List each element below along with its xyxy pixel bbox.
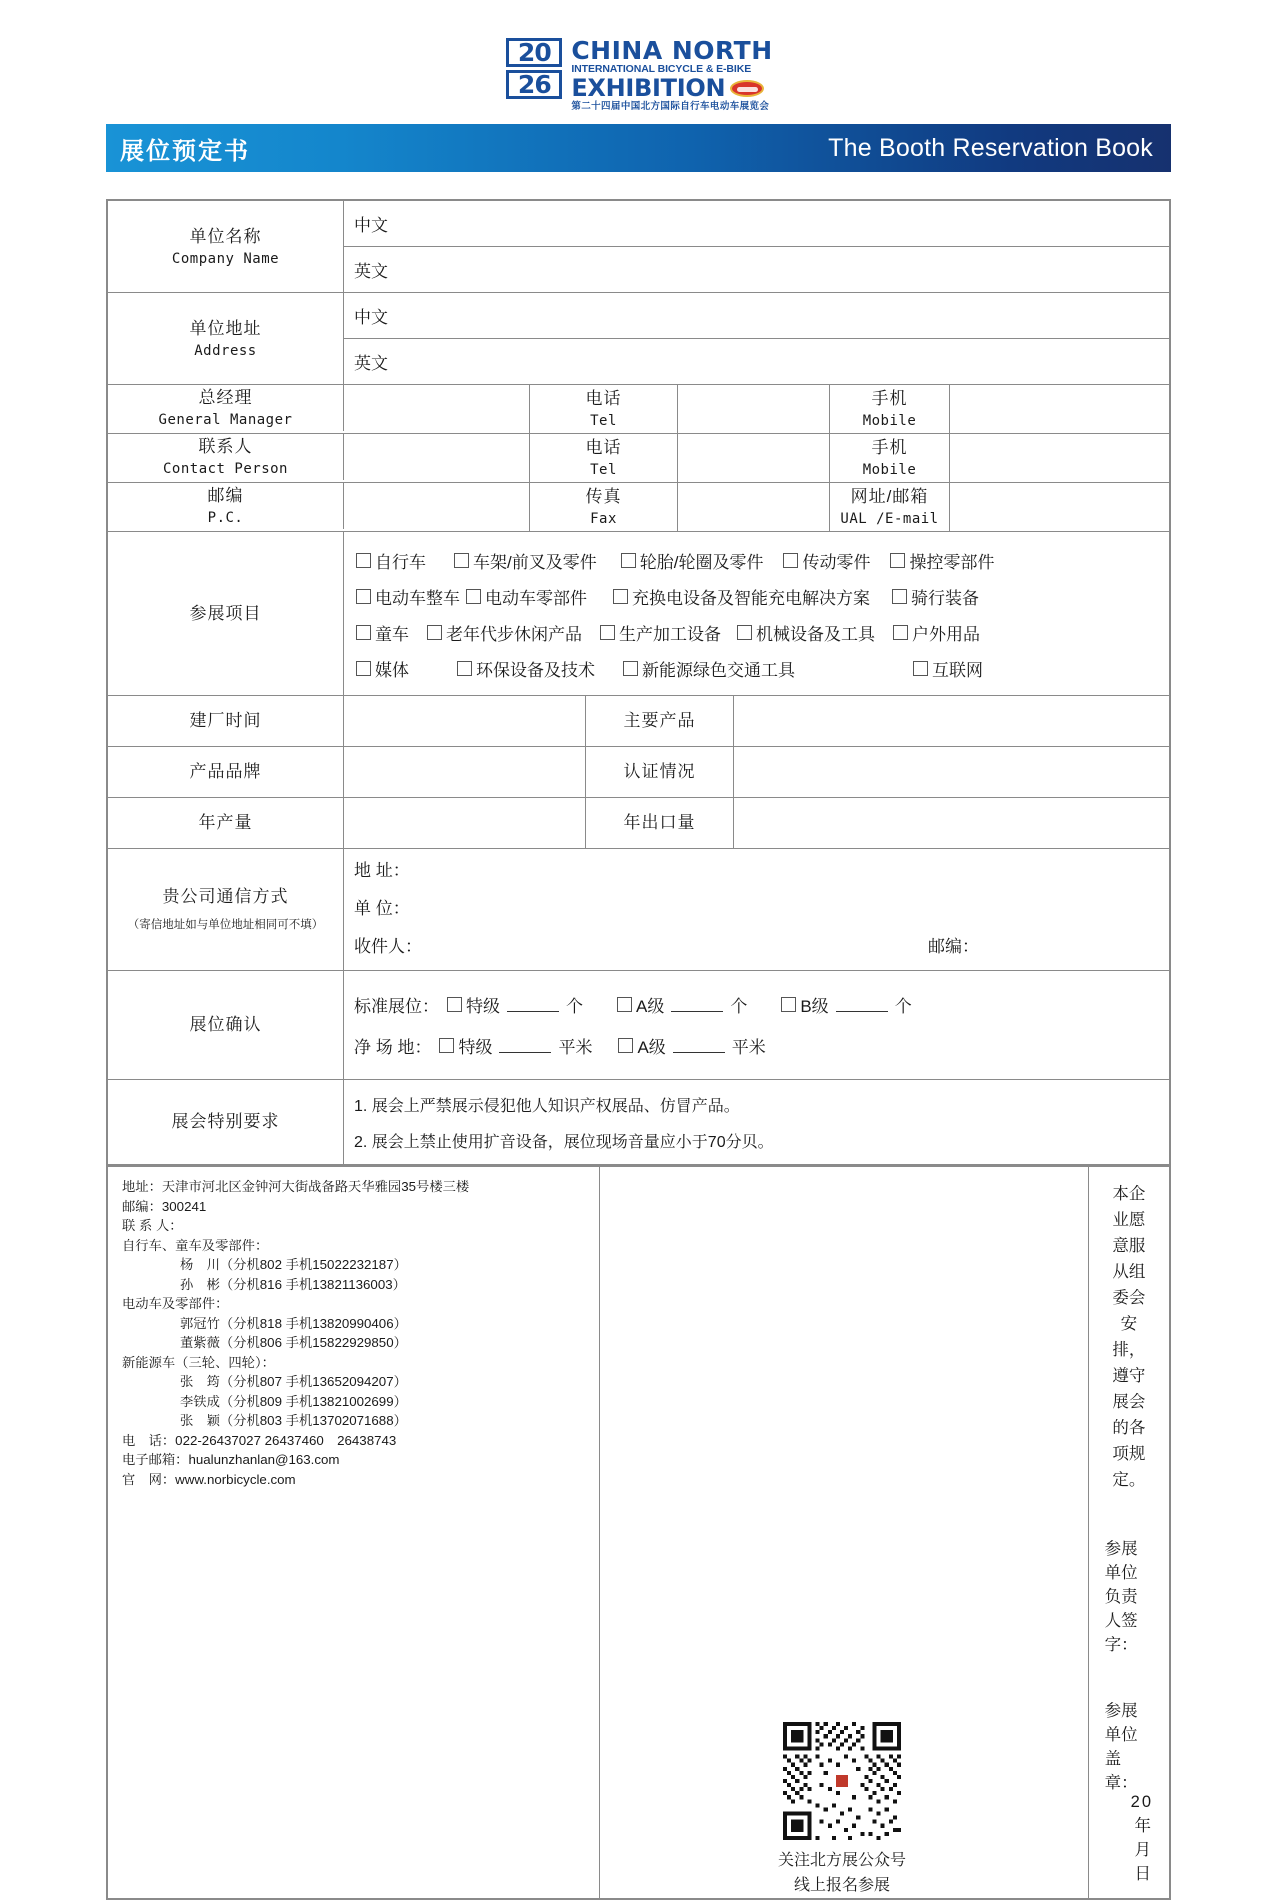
- label-cp-mobile-cn: 手机: [871, 438, 908, 457]
- checkbox-icon[interactable]: [447, 997, 462, 1012]
- label-gm-tel-en: Tel: [590, 413, 617, 429]
- exhibit-row-4: [356, 656, 1157, 681]
- row-address: [108, 293, 1169, 385]
- exhibition-logo: [0, 38, 1279, 113]
- label-general-manager-en: General Manager: [158, 412, 293, 428]
- label-booth-confirmation-cn: 展位确认: [189, 1015, 262, 1034]
- label-product-brand-cn: 产品品牌: [189, 762, 262, 781]
- input-blank[interactable]: [671, 997, 723, 1012]
- label-url-email: [830, 483, 950, 531]
- label-exhibit-items-cn: 参展项目: [189, 603, 262, 623]
- contact-group-title: 自行车、童车及零部件：: [122, 1237, 269, 1253]
- checkbox-icon[interactable]: [356, 661, 371, 676]
- agreement-line1: 本企业愿意服从组委会安排，: [1112, 1185, 1146, 1359]
- input-product-brand[interactable]: [344, 747, 586, 797]
- checkbox-label: 互联网: [932, 661, 983, 680]
- label-address: [108, 293, 344, 384]
- input-annual-export[interactable]: [734, 798, 1169, 848]
- input-comm-postcode[interactable]: 邮编：: [928, 936, 979, 956]
- organizer-website: 官 网：www.norbicycle.com: [122, 1471, 296, 1487]
- label-gm-tel-cn: 电话: [585, 389, 622, 408]
- checkbox-label: 特级: [458, 1038, 493, 1057]
- input-certification[interactable]: [734, 747, 1169, 797]
- checkbox-label: 操控零部件: [909, 553, 995, 572]
- label-postcode-cn: 邮编: [207, 486, 244, 505]
- contact-person-entry: 李铁成（分机809 手机13821002699）: [180, 1393, 407, 1409]
- checkbox-item-media[interactable]: [356, 656, 409, 681]
- label-booth-confirmation: [108, 971, 344, 1079]
- input-postcode[interactable]: [344, 483, 530, 531]
- label-factory-time-cn: 建厂时间: [189, 711, 262, 730]
- label-factory-time: [108, 696, 344, 746]
- checkbox-item-ebike-parts[interactable]: [466, 584, 587, 609]
- checkbox-item-internet[interactable]: [913, 656, 983, 681]
- label-url-email-en: UAL /E-mail: [840, 511, 939, 527]
- reservation-form-table: [106, 199, 1171, 1900]
- checkbox-booth-raw-premium[interactable]: [439, 1033, 592, 1058]
- input-company-name-en[interactable]: 英文: [354, 261, 388, 281]
- contact-person-entry: 董紫薇（分机806 手机15822929850）: [180, 1335, 407, 1350]
- page-title-bar: [106, 124, 1171, 172]
- input-comm-receiver-row: [344, 925, 1169, 963]
- checkbox-icon[interactable]: [618, 1038, 633, 1053]
- input-general-manager-name[interactable]: [344, 385, 530, 433]
- label-cp-tel-en: Tel: [590, 462, 617, 478]
- input-gm-mobile[interactable]: [950, 385, 1169, 433]
- logo-year-top: 20: [506, 38, 562, 67]
- checkbox-icon[interactable]: [621, 553, 636, 568]
- checkbox-icon[interactable]: [892, 589, 907, 604]
- input-main-products[interactable]: [734, 696, 1169, 746]
- checkbox-item-control-parts[interactable]: [890, 548, 994, 573]
- checkbox-icon[interactable]: [427, 625, 442, 640]
- date-year-unit: 年: [1134, 1817, 1153, 1835]
- logo-title-line3: EXHIBITION: [571, 74, 726, 102]
- checkbox-label: 老年代步休闲产品: [446, 625, 582, 644]
- exhibit-row-2: [356, 584, 1157, 609]
- input-factory-time[interactable]: [344, 696, 586, 746]
- logo-year-bottom: 26: [506, 70, 562, 99]
- checkbox-label: 电动车整车: [375, 589, 460, 608]
- signature-block: [1088, 1167, 1169, 1898]
- qr-caption-line2: 线上报名参展: [793, 1877, 890, 1894]
- label-main-products: [586, 696, 734, 746]
- label-general-manager-cn: 总经理: [198, 388, 253, 407]
- exhibit-checkbox-group: [344, 532, 1169, 695]
- page-title-en: The Booth Reservation Book: [828, 133, 1153, 162]
- checkbox-item-ebike-complete[interactable]: [356, 584, 460, 609]
- label-url-email-cn: 网址/邮箱: [850, 487, 929, 506]
- label-company-communication: [108, 849, 344, 970]
- row-company-communication: [108, 849, 1169, 971]
- organizer-postcode: 邮编：300241: [122, 1198, 207, 1214]
- checkbox-booth-std-b[interactable]: [781, 992, 911, 1017]
- input-cp-tel[interactable]: [678, 434, 830, 482]
- checkbox-icon[interactable]: [893, 625, 908, 640]
- contact-group-title: 新能源车（三轮、四轮）：: [122, 1354, 275, 1370]
- checkbox-label: A级: [637, 1038, 666, 1057]
- date-year-prefix: 20: [1130, 1793, 1153, 1811]
- label-company-name: [108, 201, 344, 292]
- contact-person-entry: 张 颖（分机803 手机13702071688）: [180, 1413, 407, 1428]
- input-url-email[interactable]: [950, 483, 1169, 531]
- checkbox-label: 骑行装备: [911, 589, 979, 608]
- checkbox-icon[interactable]: [466, 589, 481, 604]
- signature-label[interactable]: 参展单位负责人签字：: [1104, 1540, 1138, 1654]
- input-blank[interactable]: [836, 997, 888, 1012]
- label-cp-mobile-en: Mobile: [862, 462, 917, 478]
- checkbox-label: 传动零件: [802, 553, 871, 572]
- checkbox-item-frame-fork-parts[interactable]: [454, 548, 597, 573]
- unit-label: 个: [730, 997, 748, 1016]
- label-cp-tel-cn: 电话: [585, 438, 622, 457]
- label-certification-cn: 认证情况: [623, 762, 696, 781]
- agreement-line2: 遵守展会的各项规定。: [1112, 1367, 1146, 1489]
- label-gm-mobile-en: Mobile: [862, 413, 917, 429]
- row-factory-products: [108, 696, 1169, 747]
- input-comm-unit[interactable]: 单 位：: [354, 898, 410, 918]
- unit-label: 平米: [558, 1038, 593, 1057]
- row-brand-certification: [108, 747, 1169, 798]
- requirement-item: 2. 展会上禁止使用扩音设备，展位现场音量应小于70分贝。: [354, 1133, 774, 1151]
- label-general-manager: [108, 385, 344, 431]
- row-contact-person: [108, 434, 1169, 483]
- checkbox-label: 媒体: [375, 661, 409, 680]
- label-annual-output-cn: 年产量: [198, 813, 253, 832]
- oval-emblem-icon: [730, 80, 764, 97]
- row-general-manager: [108, 385, 1169, 434]
- organizer-address: 地址：天津市河北区金钟河大街战备路天华雅园35号楼三楼: [122, 1179, 470, 1194]
- label-gm-mobile: [830, 385, 950, 433]
- field-company-name: [344, 201, 1169, 292]
- qr-caption-line1: 关注北方展公众号: [777, 1852, 906, 1869]
- label-cp-tel: [530, 434, 678, 482]
- label-fax-en: Fax: [590, 511, 617, 527]
- field-company-communication: [344, 849, 1169, 970]
- checkbox-item-riding-gear[interactable]: [892, 584, 979, 609]
- label-fax: [530, 483, 678, 531]
- input-comm-address[interactable]: 地 址：: [354, 860, 410, 880]
- checkbox-item-environmental-equipment[interactable]: [457, 656, 595, 681]
- input-gm-tel[interactable]: [678, 385, 830, 433]
- checkbox-icon[interactable]: [783, 553, 798, 568]
- input-contact-person-name[interactable]: [344, 434, 530, 482]
- label-contact-person-cn: 联系人: [198, 437, 253, 456]
- checkbox-item-machinery-tools[interactable]: [737, 620, 875, 645]
- input-blank[interactable]: [499, 1038, 551, 1053]
- row-output-export: [108, 798, 1169, 849]
- qr-code-image: [783, 1722, 901, 1840]
- checkbox-icon[interactable]: [623, 661, 638, 676]
- checkbox-icon[interactable]: [454, 553, 469, 568]
- organizer-contact-title: 联 系 人：: [122, 1218, 183, 1233]
- row-booth-confirmation: [108, 971, 1169, 1080]
- unit-label: 个: [894, 997, 912, 1016]
- input-blank[interactable]: [673, 1038, 725, 1053]
- label-company-name-en: Company Name: [171, 250, 280, 267]
- checkbox-label: 童车: [375, 625, 409, 644]
- exhibit-row-1: [356, 548, 1157, 573]
- requirement-item: 1. 展会上严禁展示侵犯他人知识产权展品、仿冒产品。: [354, 1097, 740, 1115]
- checkbox-item-tire-rim-parts[interactable]: [621, 548, 764, 573]
- label-address-en: Address: [194, 342, 257, 359]
- checkbox-label: 充换电设备及智能充电解决方案: [632, 589, 870, 608]
- checkbox-icon[interactable]: [617, 997, 632, 1012]
- booth-standard-line: [354, 992, 1169, 1017]
- checkbox-label: 车架/前叉及零件: [473, 553, 597, 572]
- page-title-cn: 展位预定书: [120, 137, 250, 165]
- qr-code-block: [742, 1722, 942, 1898]
- label-annual-export: [586, 798, 734, 848]
- checkbox-label: 户外用品: [912, 625, 980, 644]
- checkbox-label: 特级: [466, 997, 500, 1016]
- booth-raw-prefix: 净 场 地：: [354, 1038, 432, 1057]
- contact-person-entry: 郭冠竹（分机818 手机13820990406）: [180, 1315, 407, 1331]
- contact-person-entry: 孙 彬（分机816 手机13821136003）: [180, 1276, 406, 1292]
- checkbox-label: 环保设备及技术: [476, 661, 595, 680]
- checkbox-item-transmission-parts[interactable]: [783, 548, 870, 573]
- organizer-email: 电子邮箱：hualunzhanlan@163.com: [122, 1452, 340, 1467]
- checkbox-icon[interactable]: [356, 553, 371, 568]
- checkbox-item-bicycle[interactable]: [356, 548, 426, 573]
- checkbox-icon[interactable]: [737, 625, 752, 640]
- checkbox-label: 自行车: [375, 553, 426, 572]
- checkbox-item-outdoor-supplies[interactable]: [893, 620, 980, 645]
- input-fax[interactable]: [678, 483, 830, 531]
- checkbox-label: 轮胎/轮圈及零件: [639, 553, 764, 572]
- checkbox-label: B级: [800, 997, 829, 1016]
- label-contact-person: [108, 434, 344, 480]
- field-address: [344, 293, 1169, 384]
- label-postcode-en: P.C.: [207, 510, 244, 526]
- organizer-contact-block: [108, 1167, 600, 1898]
- checkbox-booth-raw-a[interactable]: [618, 1033, 765, 1058]
- checkbox-icon[interactable]: [600, 625, 615, 640]
- logo-title-line4: 第二十四届中国北方国际自行车电动车展览会: [571, 101, 770, 112]
- organizer-phone: 电 话：022-26437027 26437460 26438743: [122, 1432, 397, 1448]
- checkbox-item-production-equipment[interactable]: [600, 620, 721, 645]
- booth-standard-prefix: 标准展位：: [354, 997, 439, 1016]
- label-company-communication-note: （寄信地址如与单位地址相同可不填）: [127, 919, 324, 931]
- row-postcode-fax-url: [108, 483, 1169, 532]
- checkbox-icon[interactable]: [356, 625, 371, 640]
- label-contact-person-en: Contact Person: [162, 461, 288, 477]
- row-company-name: [108, 201, 1169, 293]
- checkbox-item-kids-bike[interactable]: [356, 620, 409, 645]
- label-address-cn: 单位地址: [189, 318, 262, 338]
- checkbox-icon[interactable]: [781, 997, 796, 1012]
- checkbox-item-charging-swap-solutions[interactable]: [613, 584, 870, 609]
- special-requirements-list: [344, 1080, 1169, 1164]
- label-postcode: [108, 483, 344, 529]
- label-fax-cn: 传真: [585, 487, 622, 506]
- checkbox-label: 新能源绿色交通工具: [642, 661, 795, 680]
- checkbox-icon[interactable]: [457, 661, 472, 676]
- label-cp-mobile: [830, 434, 950, 482]
- date-month-unit: 月: [1134, 1841, 1153, 1859]
- date-line[interactable]: [1105, 1793, 1153, 1890]
- checkbox-icon[interactable]: [439, 1038, 454, 1053]
- row-exhibit-items: [108, 532, 1169, 696]
- input-annual-output[interactable]: [344, 798, 586, 848]
- exhibit-row-3: [356, 620, 1157, 645]
- checkbox-icon[interactable]: [613, 589, 628, 604]
- input-comm-receiver[interactable]: 收件人：: [354, 936, 422, 956]
- label-special-requirements: [108, 1080, 344, 1164]
- unit-label: 平米: [731, 1038, 766, 1057]
- input-address-en[interactable]: 英文: [354, 353, 388, 373]
- booth-raw-space-line: [354, 1033, 1169, 1058]
- checkbox-booth-std-premium[interactable]: [447, 992, 583, 1017]
- footer-section: [108, 1165, 1169, 1898]
- checkbox-item-new-energy-green-transport[interactable]: [623, 656, 795, 681]
- contact-person-entry: 张 筠（分机807 手机13652094207）: [180, 1374, 407, 1389]
- label-certification: [586, 747, 734, 797]
- logo-title-line1: CHINA NORTH: [571, 36, 773, 65]
- field-booth-confirmation: [344, 971, 1169, 1079]
- label-annual-export-cn: 年出口量: [623, 813, 696, 832]
- label-exhibit-items: [108, 532, 344, 695]
- checkbox-label: 机械设备及工具: [756, 625, 875, 644]
- checkbox-label: A级: [636, 997, 665, 1016]
- input-company-name-cn[interactable]: 中文: [344, 202, 1169, 247]
- input-address-cn[interactable]: 中文: [344, 294, 1169, 339]
- input-cp-mobile[interactable]: [950, 434, 1169, 482]
- row-special-requirements: [108, 1080, 1169, 1165]
- date-day-unit: 日: [1134, 1865, 1153, 1883]
- checkbox-icon[interactable]: [913, 661, 928, 676]
- label-company-communication-cn: 贵公司通信方式: [162, 887, 289, 906]
- label-main-products-cn: 主要产品: [623, 711, 696, 730]
- label-special-requirements-cn: 展会特别要求: [171, 1112, 280, 1131]
- checkbox-item-elderly-leisure-products[interactable]: [427, 620, 582, 645]
- label-gm-mobile-cn: 手机: [871, 389, 908, 408]
- logo-title-line2: INTERNATIONAL BICYCLE & E-BIKE: [571, 63, 752, 75]
- contact-person-entry: 杨 川（分机802 手机15022232187）: [180, 1257, 407, 1272]
- label-gm-tel: [530, 385, 678, 433]
- input-blank[interactable]: [507, 997, 559, 1012]
- stamp-label[interactable]: 参展单位盖章：: [1104, 1702, 1138, 1792]
- checkbox-icon[interactable]: [356, 589, 371, 604]
- checkbox-label: 电动车零部件: [485, 589, 587, 608]
- logo-year-blocks: [506, 38, 562, 113]
- checkbox-label: 生产加工设备: [619, 625, 721, 644]
- label-annual-output: [108, 798, 344, 848]
- checkbox-icon[interactable]: [890, 553, 905, 568]
- checkbox-booth-std-a[interactable]: [617, 992, 747, 1017]
- label-product-brand: [108, 747, 344, 797]
- label-company-name-cn: 单位名称: [189, 226, 262, 246]
- contact-group-title: 电动车及零部件：: [122, 1296, 229, 1311]
- unit-label: 个: [566, 997, 583, 1016]
